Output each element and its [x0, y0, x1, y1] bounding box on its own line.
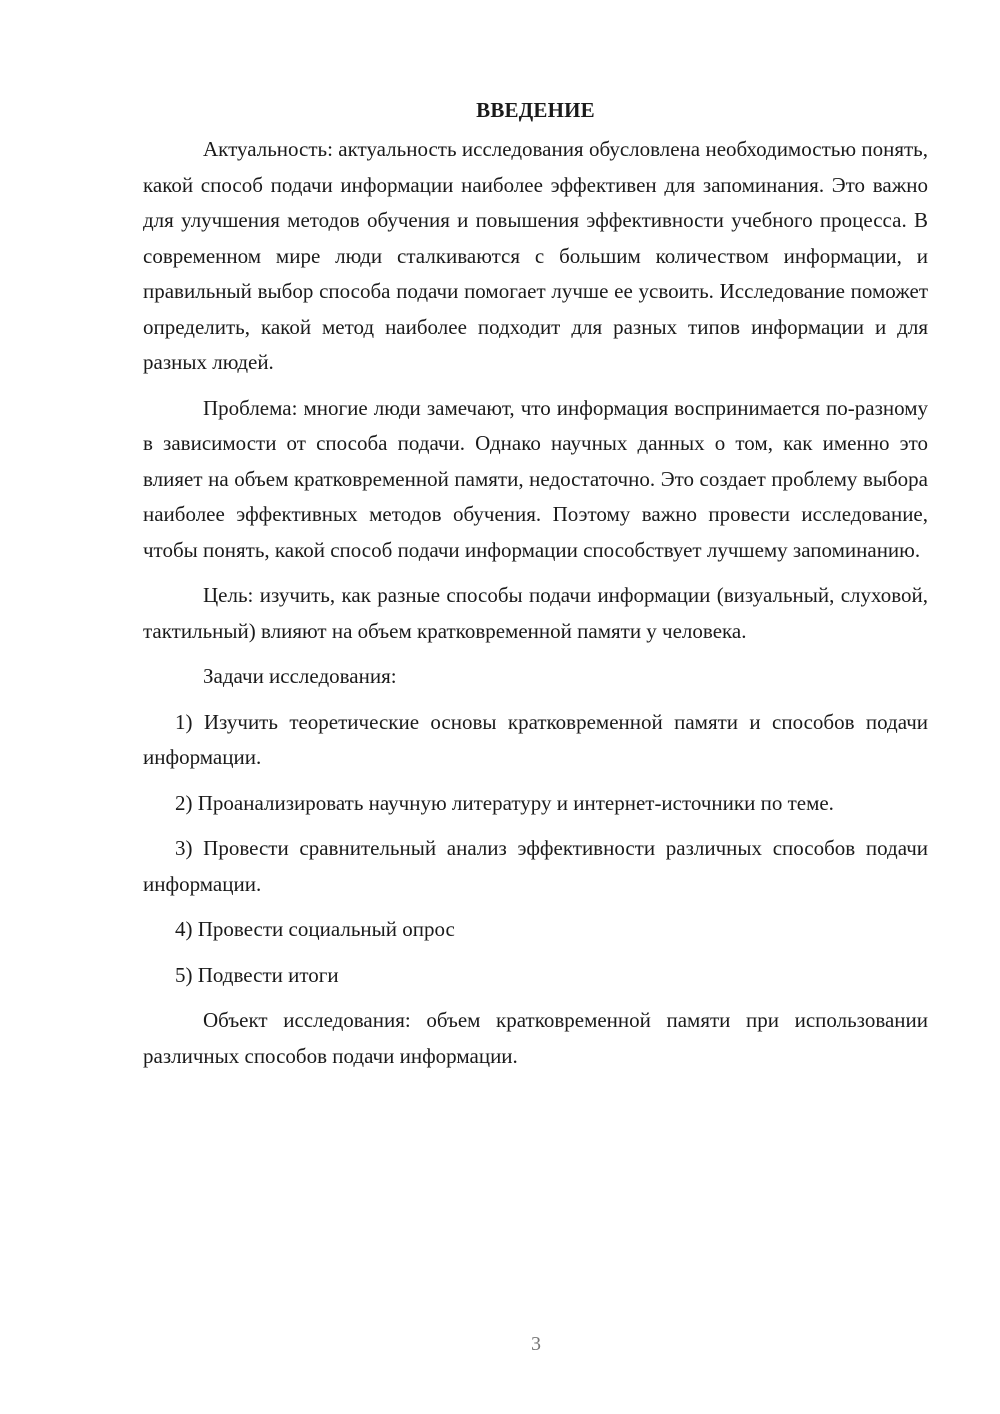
paragraph-problem: Проблема: многие люди замечают, что информация воспринимается по-разному в зависимости от способа подачи. Однако научных данных о том, как именно это влияет на объем кратковременной памяти, недостаточно. Это создает проблему выбора наиболее эффективных методов обучения. Поэтому важно провести исследование, чтобы понять, какой способ подачи информации способствует лучшему запоминанию.: [143, 395, 928, 562]
paragraph-goal: Цель: изучить, как разные способы подачи информации (визуальный, слуховой, тактильный) влияют на объем кратковременной памяти у человека.: [143, 583, 928, 643]
task-item-4: 4) Провести социальный опрос: [175, 917, 455, 941]
paragraph-object: Объект исследования: объем кратковременной памяти при использовании различных способов подачи информации.: [143, 1008, 928, 1068]
page-number: 3: [531, 1333, 541, 1355]
paragraph-relevance: Актуальность: актуальность исследования обусловлена необходимостью понять, какой способ подачи информации наиболее эффективен для запоминания. Это важно для улучшения методов обучения и повышения эффективности учебного процесса. В современном мире люди сталкиваются с большим количеством информации, и правильный выбор способа подачи помогает лучше ее усвоить. Исследование поможет определить, какой метод наиболее подходит для разных типов информации и для разных людей.: [143, 137, 928, 374]
tasks-heading: Задачи исследования:: [203, 664, 397, 688]
task-item-3: 3) Провести сравнительный анализ эффективности различных способов подачи информации.: [143, 836, 928, 896]
task-item-5: 5) Подвести итоги: [175, 962, 339, 987]
task-item-2: 2) Проанализировать научную литературу и интернет-источники по теме.: [175, 790, 834, 815]
section-title: ВВЕДЕНИЕ: [476, 98, 595, 122]
task-item-1: 1) Изучить теоретические основы кратковременной памяти и способов подачи информации.: [143, 709, 928, 769]
document-page: [143, 92, 928, 1084]
